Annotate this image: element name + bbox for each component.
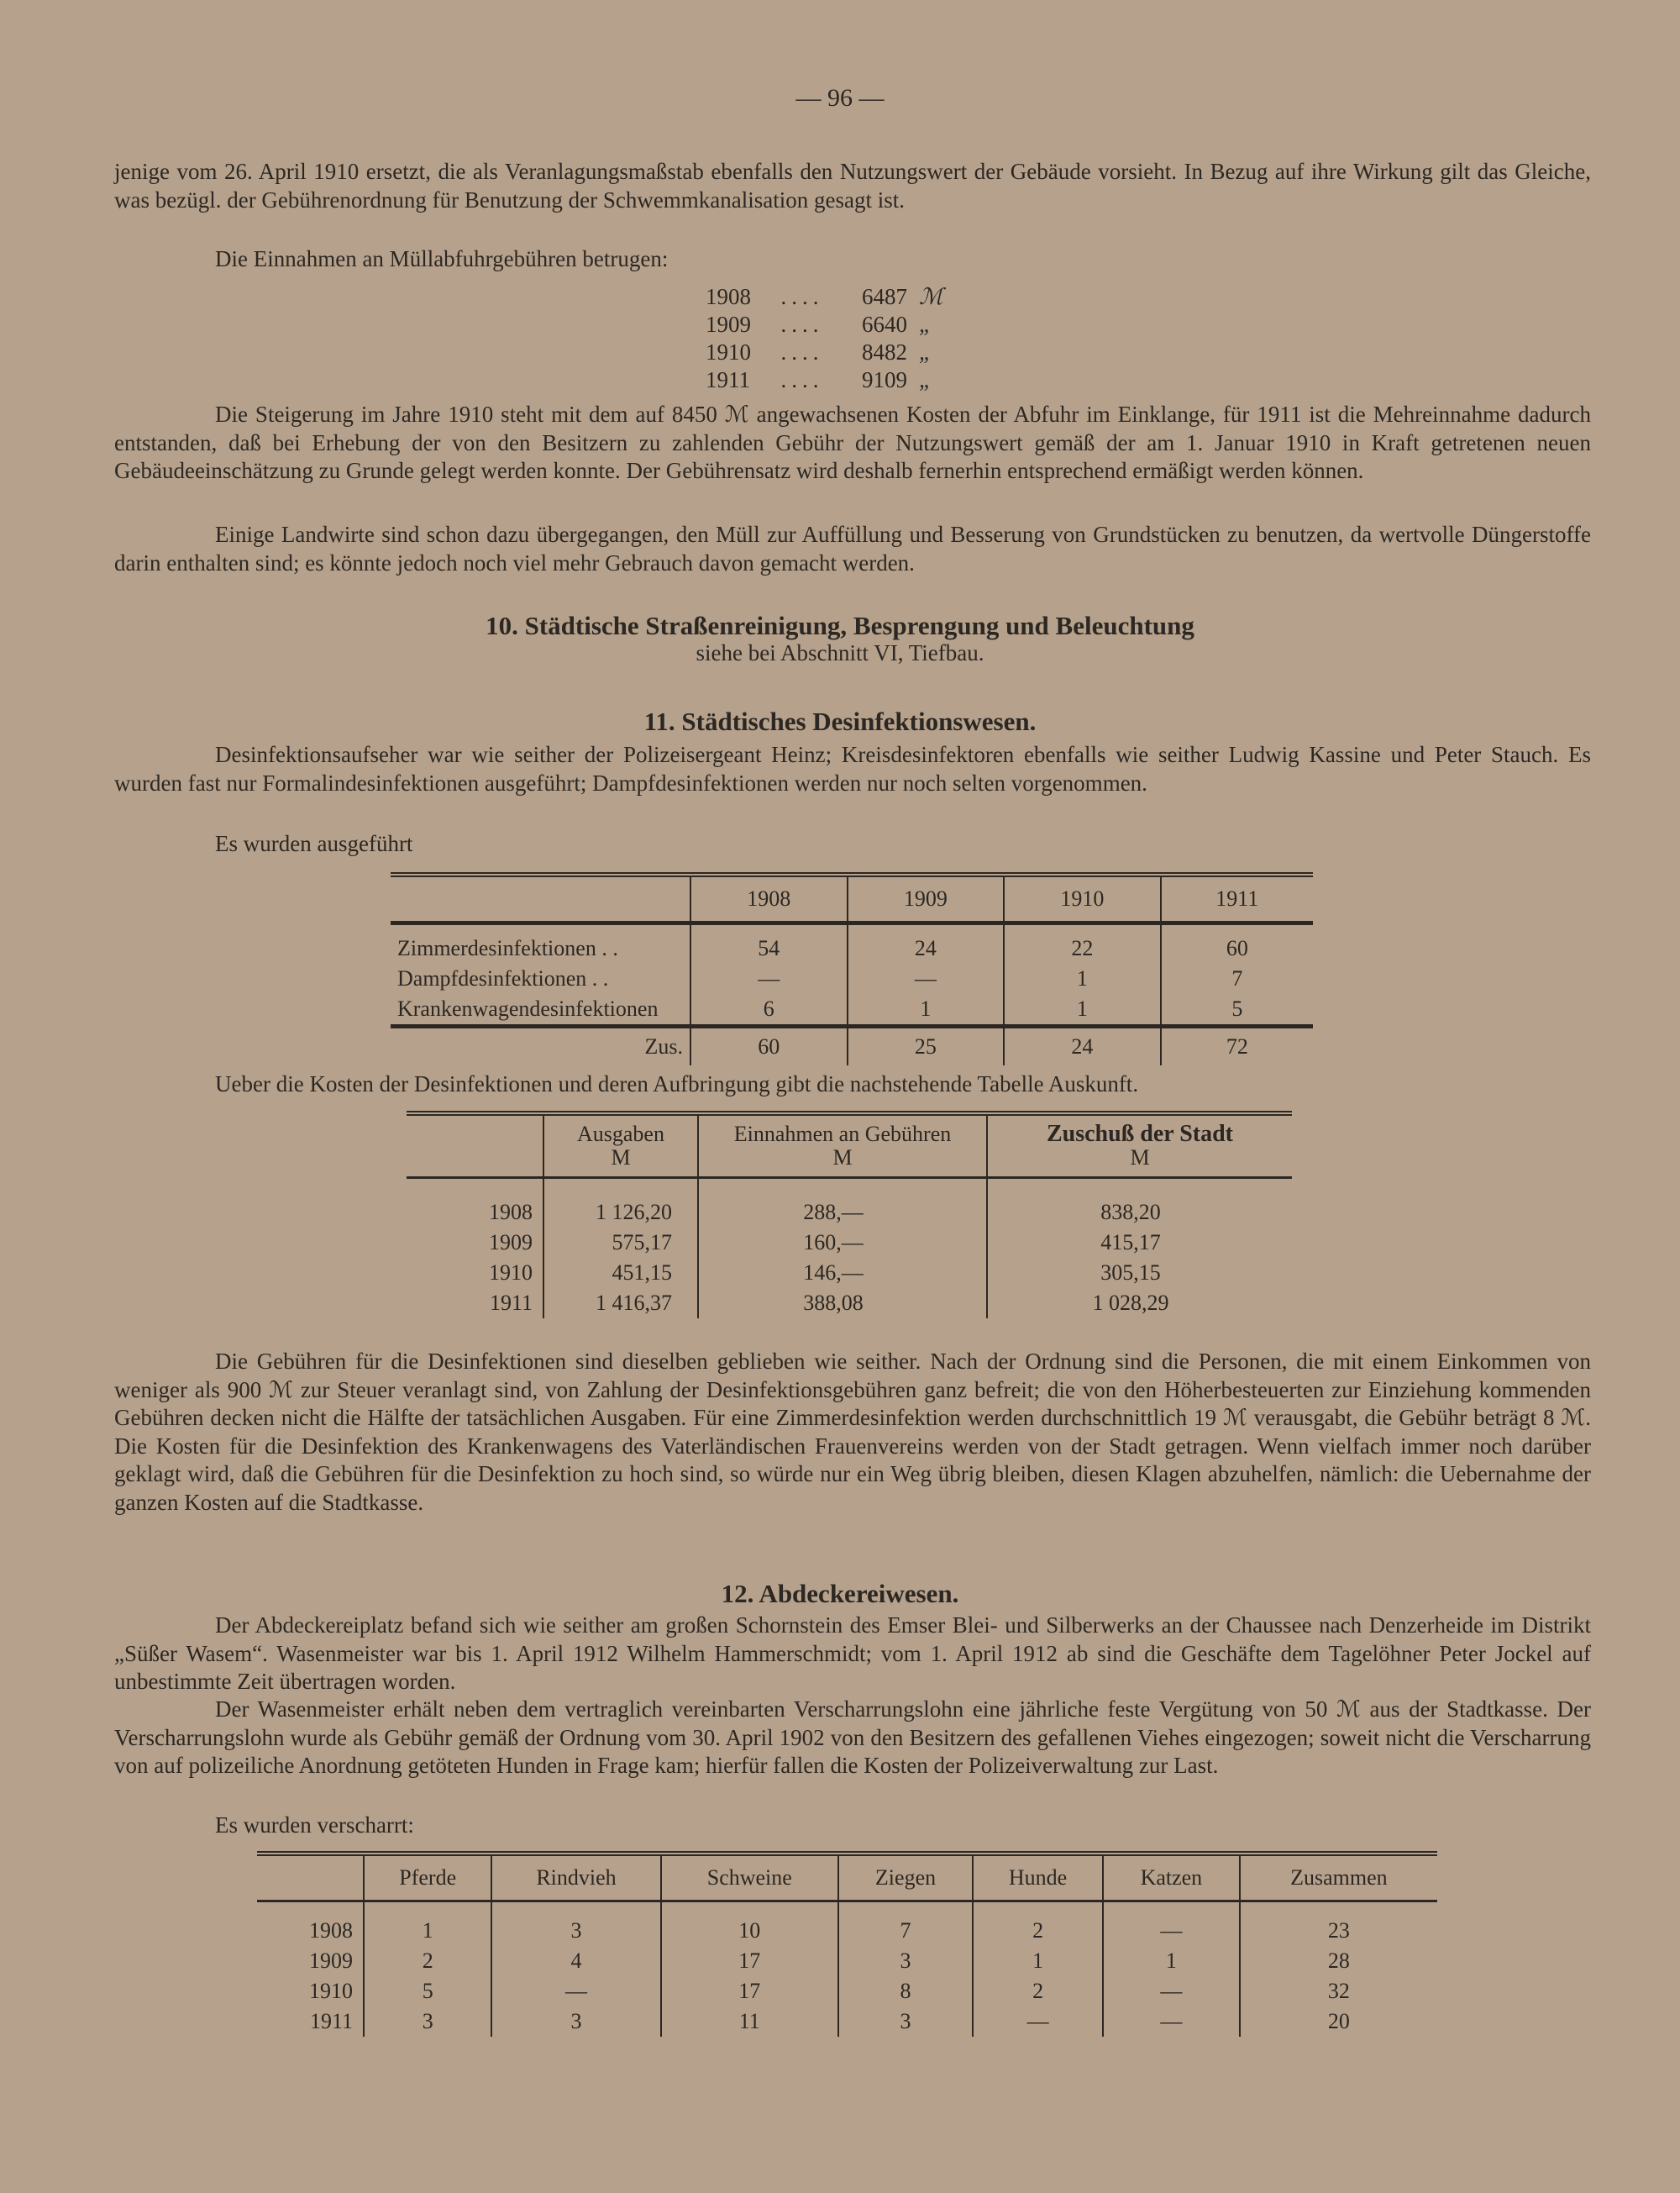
- section-11-text: Desinfektionsaufseher war wie seither der Polizeisergeant Heinz; Kreisdesinfektoren ebenfalls wie seither Ludwig Kassine und Peter Stauch. Es wurden fast nur Formalindesinfektionen ausgeführt; Dampfdesinfektionen werden nur noch selten vorgenommen.: [114, 742, 1591, 796]
- cell: 17: [661, 1946, 838, 1976]
- section-12-text-1: Der Abdeckereiplatz befand sich wie seither am großen Schornstein des Emser Blei- und Silberwerks an der Chaussee nach Denzerheide im Distrikt „Süßer Wasem“. Wasenmeister war bis 1. April 1912 Wilhelm Hammerschmidt; vom 1. April 1912 ab sind die Geschäfte dem Tagelöhner Peter Jockel auf unbestimmte Zeit übertragen worden.: [114, 1612, 1591, 1694]
- header-unit: M: [1130, 1145, 1150, 1170]
- sum-label: Zus.: [391, 1027, 690, 1066]
- year: 1910: [706, 339, 751, 365]
- cell: 415,17: [987, 1228, 1292, 1258]
- header-unit: M: [832, 1145, 853, 1170]
- spacer: [698, 1178, 987, 1198]
- cell: 3: [491, 1916, 660, 1946]
- cell: —: [973, 2006, 1103, 2037]
- cell: 2: [364, 1946, 491, 1976]
- cell: 5: [1161, 994, 1313, 1027]
- column-header: Katzen: [1103, 1854, 1240, 1901]
- cell: 305,15: [987, 1258, 1292, 1288]
- cell: 1: [364, 1916, 491, 1946]
- spacer: [1103, 1901, 1240, 1917]
- header-unit: M: [611, 1145, 631, 1170]
- muell-income-list: [706, 283, 953, 394]
- row-label: Krankenwagendesinfektionen: [397, 997, 659, 1021]
- section-11-paragraph: [114, 741, 1591, 797]
- cell: —: [1103, 1976, 1240, 2006]
- cell: 22: [1004, 923, 1161, 965]
- column-header: [987, 1113, 1292, 1178]
- kosten-intro: [114, 1070, 1591, 1099]
- cell: 10: [661, 1916, 838, 1946]
- header-label: Ausgaben: [577, 1122, 664, 1146]
- row-year: 1909: [309, 1948, 353, 1973]
- table-header-row: [257, 1854, 1437, 1901]
- disinfection-count-table: [391, 872, 1313, 1065]
- cell: 1: [1004, 964, 1161, 994]
- cell: 3: [838, 2006, 973, 2037]
- leader-dots: ....: [780, 367, 824, 392]
- column-header: 1909: [848, 875, 1005, 923]
- disinfection-cost-table: [407, 1111, 1292, 1318]
- cell: 24: [848, 923, 1005, 965]
- table-row: [391, 964, 1313, 994]
- amount: 6640: [862, 312, 907, 337]
- column-header: [698, 1113, 987, 1178]
- unit: „: [919, 312, 932, 337]
- cell: —: [690, 964, 848, 994]
- cell: 838,20: [987, 1197, 1292, 1228]
- column-header: 1908: [690, 875, 848, 923]
- cell: 1: [1103, 1946, 1240, 1976]
- column-header: Schweine: [661, 1854, 838, 1901]
- column-header: Hunde: [973, 1854, 1103, 1901]
- gebuehren-text: Die Gebühren für die Desinfektionen sind dieselben geblieben wie seither. Nach der Ordnung sind die Personen, die mit einem Einkommen von weniger als 900 ℳ zur Steuer veranlagt sind, von Zahlung der Desinfektionsgebühren ganz befreit; die von den Höherbesteuerten zur Einziehung kommenden Gebühren decken nicht die Hälfte der tatsächlichen Ausgaben. Für eine Zimmerdesinfektion werden durchschnittlich 19 ℳ verausgabt, die Gebühr beträgt 8 ℳ. Die Kosten für die Desinfektion des Krankenwagens des Vaterländischen Frauenvereins werden von der Stadt getragen. Wenn vielfach immer noch darüber geklagt wird, daß die Gebühren für die Desinfektion zu hoch sind, so würde nur ein Weg übrig bleiben, diesen Klagen abzuhelfen, nämlich: die Uebernahme der ganzen Kosten auf die Stadtkasse.: [114, 1349, 1591, 1515]
- amount: 6487: [862, 284, 907, 309]
- table-row: [407, 1197, 1292, 1228]
- row-year: 1910: [309, 1979, 353, 2003]
- year: 1909: [706, 312, 751, 337]
- cell: 23: [1240, 1916, 1437, 1946]
- table-header-row: [391, 875, 1313, 923]
- cell: 2: [973, 1916, 1103, 1946]
- leader-dots: ....: [780, 339, 824, 365]
- cell: —: [491, 1976, 660, 2006]
- cell: 54: [690, 923, 848, 965]
- amount: 9109: [862, 367, 907, 392]
- section-12-text-2: Der Wasenmeister erhält neben dem vertraglich vereinbarten Verscharrungslohn eine jährliche feste Vergütung von 50 ℳ aus der Stadtkasse. Der Verscharrungslohn wurde als Gebühr gemäß der Ordnung vom 30. April 1902 von den Besitzern des gefallenen Viehes eingezogen; soweit nicht die Verscharrung von auf polizeiliche Anordnung getöteten Hunden in Frage kam; hierfür fallen die Kosten der Polizeiverwaltung zur Last.: [114, 1696, 1591, 1778]
- column-header: 1910: [1004, 875, 1161, 923]
- cell: —: [848, 964, 1005, 994]
- unit: „: [919, 367, 932, 392]
- column-header: 1911: [1161, 875, 1313, 923]
- column-header: [543, 1113, 698, 1178]
- landwirte-paragraph: [114, 521, 1591, 577]
- steigerung-paragraph: [114, 401, 1591, 486]
- row-label: Zimmerdesinfektionen . .: [397, 936, 618, 960]
- column-header: Rindvieh: [491, 1854, 660, 1901]
- amount: 8482: [862, 339, 907, 365]
- cell: 2: [973, 1976, 1103, 2006]
- cell: 6: [690, 994, 848, 1027]
- leader-dots: ....: [780, 312, 824, 337]
- cell: 60: [1161, 923, 1313, 965]
- row-year: 1908: [489, 1200, 533, 1224]
- section-10-heading: 10. Städtische Straßenreinigung, Besprengung und Beleuchtung: [486, 611, 1194, 640]
- spacer: [1240, 1901, 1437, 1917]
- cell: 1: [973, 1946, 1103, 1976]
- cell: 8: [838, 1976, 973, 2006]
- cell: 4: [491, 1946, 660, 1976]
- carcass-disposal-table: [257, 1851, 1437, 2037]
- cell: 32: [1240, 1976, 1437, 2006]
- table-row: [257, 1946, 1437, 1976]
- table-row: [407, 1228, 1292, 1258]
- table-row: [407, 1288, 1292, 1318]
- table3-intro: [114, 1812, 1591, 1840]
- table-row: [391, 994, 1313, 1027]
- year: 1908: [706, 284, 751, 309]
- unit: „: [919, 339, 932, 365]
- intro-text: jenige vom 26. April 1910 ersetzt, die als Veranlagungsmaßstab ebenfalls den Nutzungswert der Gebäude vorsieht. In Bezug auf ihre Wirkung gilt das Gleiche, was bezügl. der Gebührenordnung für Benutzung der Schwemmkanalisation gesagt ist.: [114, 159, 1591, 213]
- cell: 451,15: [543, 1258, 698, 1288]
- row-year: 1911: [309, 2009, 353, 2033]
- section-12-paragraph-1: [114, 1612, 1591, 1696]
- spacer: [973, 1901, 1103, 1917]
- cell: 7: [838, 1916, 973, 1946]
- leader-dots: ....: [780, 284, 824, 309]
- table-header-row: [407, 1113, 1292, 1178]
- kosten-intro-text: Ueber die Kosten der Desinfektionen und deren Aufbringung gibt die nachstehende Tabelle Auskunft.: [215, 1071, 1139, 1096]
- row-year: 1908: [309, 1918, 353, 1943]
- table3-intro-text: Es wurden verscharrt:: [215, 1812, 414, 1838]
- cell: 1: [1004, 994, 1161, 1027]
- cell: 28: [1240, 1946, 1437, 1976]
- sum-cell: 72: [1161, 1027, 1313, 1066]
- cell: 3: [364, 2006, 491, 2037]
- cell: 5: [364, 1976, 491, 2006]
- table-row: [257, 2006, 1437, 2037]
- header-label: Zuschuß der Stadt: [1046, 1121, 1233, 1147]
- list-item: [706, 339, 953, 366]
- table1-intro: [114, 830, 1591, 859]
- spacer: [407, 1178, 543, 1198]
- cell: 3: [838, 1946, 973, 1976]
- row-year: 1909: [489, 1230, 533, 1254]
- sum-cell: 24: [1004, 1027, 1161, 1066]
- cell: —: [1103, 1916, 1240, 1946]
- page-number: — 96 —: [795, 84, 885, 112]
- column-header: Zusammen: [1240, 1854, 1437, 1901]
- cell: 388,08: [698, 1288, 987, 1318]
- spacer: [257, 1901, 364, 1917]
- row-label: Dampfdesinfektionen . .: [397, 966, 609, 991]
- gebuehren-paragraph: [114, 1348, 1591, 1517]
- column-header: Ziegen: [838, 1854, 973, 1901]
- list-item: [706, 366, 953, 394]
- cell: 17: [661, 1976, 838, 2006]
- section-12-paragraph-2: [114, 1696, 1591, 1780]
- table1-intro-text: Es wurden ausgeführt: [215, 831, 413, 856]
- spacer: [838, 1901, 973, 1917]
- header-blank: [407, 1113, 543, 1178]
- muell-intro: [114, 245, 1591, 274]
- table-row: [407, 1258, 1292, 1288]
- cell: 575,17: [543, 1228, 698, 1258]
- sum-cell: 25: [848, 1027, 1005, 1066]
- spacer: [491, 1901, 660, 1917]
- cell: 3: [491, 2006, 660, 2037]
- cell: 160,—: [698, 1228, 987, 1258]
- row-year: 1910: [489, 1260, 533, 1285]
- column-header: Pferde: [364, 1854, 491, 1901]
- spacer: [661, 1901, 838, 1917]
- cell: 1 416,37: [543, 1288, 698, 1318]
- cell: 1 126,20: [543, 1197, 698, 1228]
- sum-cell: 60: [690, 1027, 848, 1066]
- table-row: [391, 923, 1313, 965]
- section-10-subtitle: siehe bei Abschnitt VI, Tiefbau.: [696, 640, 984, 665]
- list-item: [706, 283, 953, 311]
- header-label: Einnahmen an Gebühren: [733, 1122, 952, 1146]
- cell: 20: [1240, 2006, 1437, 2037]
- cell: 146,—: [698, 1258, 987, 1288]
- section-11-heading: 11. Städtisches Desinfektionswesen.: [643, 707, 1037, 736]
- cell: 288,—: [698, 1197, 987, 1228]
- cell: 11: [661, 2006, 838, 2037]
- cell: 1: [848, 994, 1005, 1027]
- steigerung-text: Die Steigerung im Jahre 1910 steht mit dem auf 8450 ℳ angewachsenen Kosten der Abfuhr im Einklange, für 1911 ist die Mehreinnahme dadurch entstanden, daß bei Erhebung der von den Besitzern zu zahlenden Gebühr der Nutzungswert gemäß der am 1. Januar 1910 in Kraft getretenen neuen Gebäudeeinschätzung zu Grunde gelegt werden konnte. Der Gebührensatz wird deshalb fernerhin entsprechend ermäßigt werden können.: [114, 402, 1591, 483]
- landwirte-text: Einige Landwirte sind schon dazu übergegangen, den Müll zur Auffüllung und Besserung von Grundstücken zu benutzen, da wertvolle Düngerstoffe darin enthalten sind; es könnte jedoch noch viel mehr Gebrauch davon gemacht werden.: [114, 522, 1591, 576]
- table-row: [257, 1916, 1437, 1946]
- year: 1911: [706, 367, 750, 392]
- cell: 1 028,29: [987, 1288, 1292, 1318]
- table-row: [257, 1976, 1437, 2006]
- unit: ℳ: [919, 284, 943, 309]
- table-sum-row: [391, 1027, 1313, 1066]
- intro-paragraph: [114, 158, 1591, 214]
- header-blank: [391, 875, 690, 923]
- section-12-heading: 12. Abdeckereiwesen.: [721, 1579, 959, 1608]
- header-blank: [257, 1854, 364, 1901]
- cell: 7: [1161, 964, 1313, 994]
- row-year: 1911: [489, 1291, 533, 1315]
- spacer: [987, 1178, 1292, 1198]
- cell: —: [1103, 2006, 1240, 2037]
- spacer: [364, 1901, 491, 1917]
- spacer: [543, 1178, 698, 1198]
- list-item: [706, 311, 953, 339]
- muell-intro-text: Die Einnahmen an Müllabfuhrgebühren betrugen:: [215, 246, 669, 271]
